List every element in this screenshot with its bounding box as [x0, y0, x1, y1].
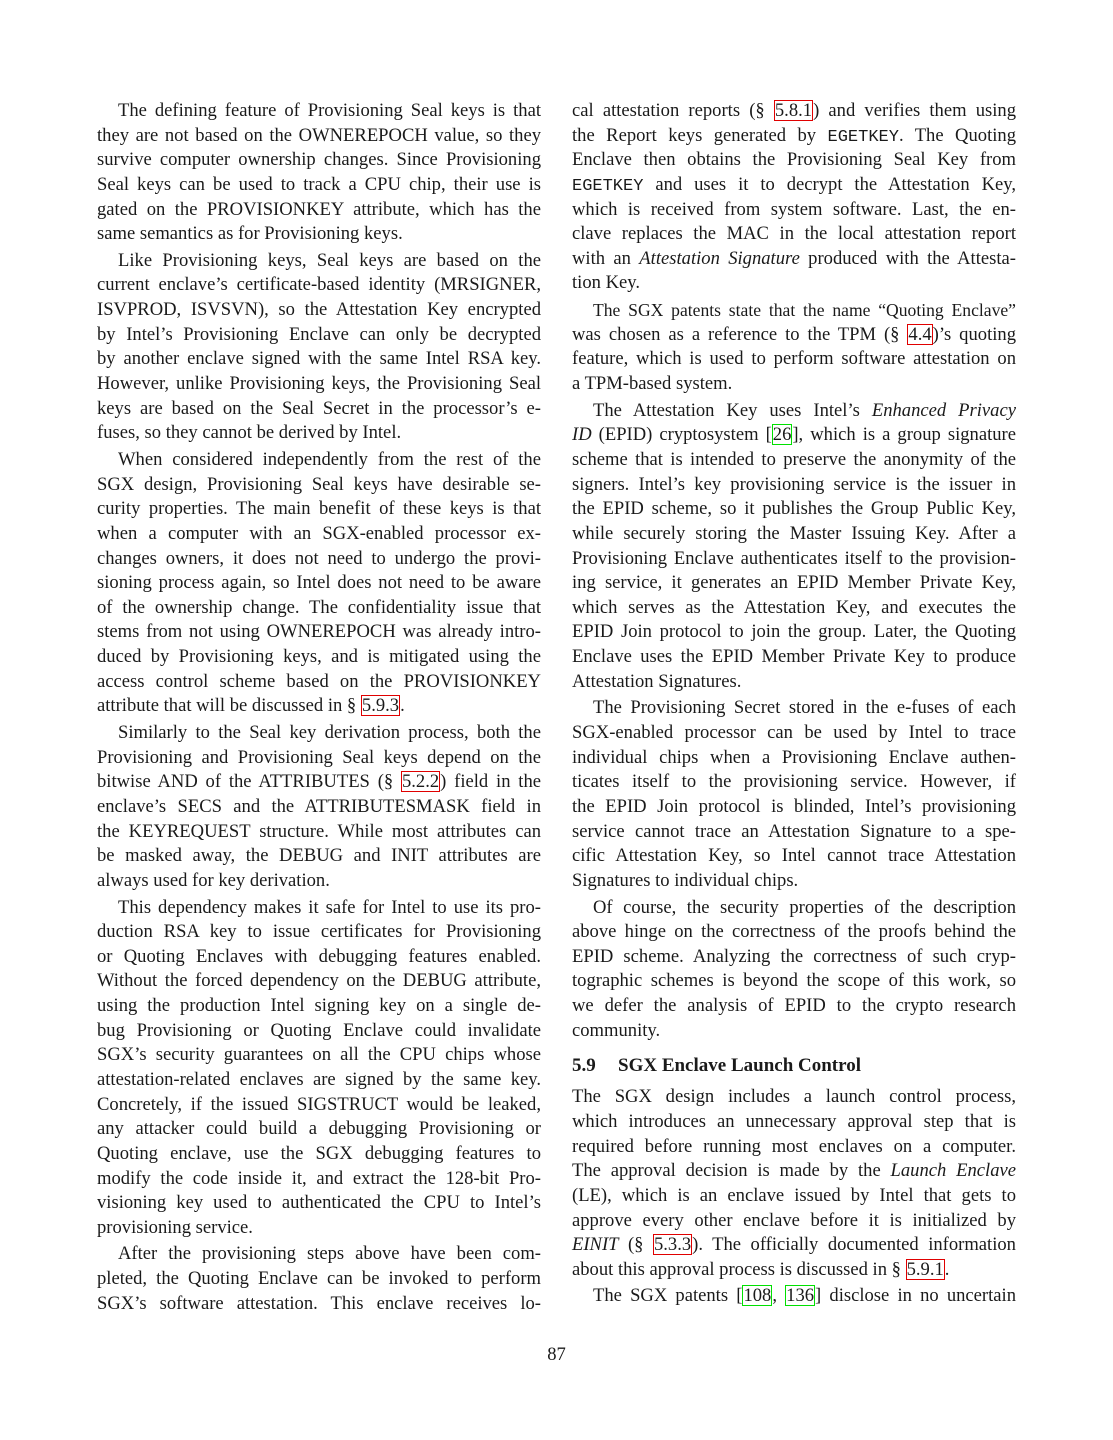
text-line: Quoting enclave, use the SGX debugging features to — [97, 1142, 541, 1164]
text-line: SGX design, Provisioning Seal keys have desirable se- — [97, 473, 541, 495]
text-line: scheme that is intended to preserve the anonymity of the — [572, 448, 1016, 470]
text-line: ID (EPID) cryptosystem [26], which is a group signature — [572, 424, 1016, 446]
text-line: Provisioning and Provisioning Seal keys depend on the — [97, 746, 541, 768]
text-line: fuses, so they cannot be derived by Intel. — [97, 422, 402, 444]
text-line: when a computer with an SGX-enabled processor ex- — [97, 522, 541, 544]
text-line: enclave’s SECS and the ATTRIBUTESMASK field in — [97, 795, 541, 817]
text-line: The SGX patents state that the name “Quoting Enclave” — [593, 300, 1016, 321]
text-line: the Report keys generated by EGETKEY. The Quoting — [572, 124, 1017, 147]
section-ref-link[interactable]: 5.9.3 — [361, 695, 400, 717]
paragraph — [572, 696, 1016, 893]
text-line: we defer the analysis of EPID to the crypto research — [572, 995, 1016, 1017]
text-line: ing service, it generates an EPID Member Private Key, — [572, 572, 1016, 594]
text-line: EGETKEY and uses it to decrypt the Attestation Key, — [572, 173, 1016, 196]
text-line: ticates itself to the provisioning service. However, if — [572, 771, 1016, 793]
section-ref-link[interactable]: 5.2.2 — [401, 771, 440, 793]
text-line: be masked away, the DEBUG and INIT attributes are — [97, 845, 541, 867]
text-line: The defining feature of Provisioning Seal keys is that — [118, 100, 541, 121]
text-line: Enclave uses the EPID Member Private Key to produce — [572, 646, 1016, 668]
text-line: always used for key derivation. — [97, 869, 330, 891]
section-number: 5.9 — [572, 1055, 596, 1077]
code-text: EGETKEY — [572, 176, 644, 196]
text-line: ISVPROD, ISVSVN), so the Attestation Key encrypted — [97, 299, 541, 321]
text-line: After the provisioning steps above have been com- — [118, 1243, 541, 1265]
text-line: Like Provisioning keys, Seal keys are based on the — [118, 249, 541, 271]
text-line: Attestation Signatures. — [572, 670, 742, 692]
paragraph — [97, 249, 541, 446]
paragraph — [97, 448, 541, 719]
text-line: current enclave’s certificate-based identity (MRSIGNER, — [97, 274, 541, 296]
text-line: keys are based on the Seal Secret in the processor’s e- — [97, 397, 541, 419]
text-line: The SGX design includes a launch control process, — [572, 1086, 1016, 1108]
text-line: cal attestation reports (§ 5.8.1) and verifies them using — [572, 100, 1016, 121]
text-line: was chosen as a reference to the TPM (§ 4.4)’s quoting — [572, 323, 1017, 345]
text-line: individual chips when a Provisioning Enclave authen- — [572, 746, 1016, 768]
paragraph — [97, 721, 541, 893]
right-column — [572, 99, 1016, 1309]
text-line: duction RSA key to issue certificates for Provisioning — [97, 921, 541, 943]
text-line: community. — [572, 1019, 661, 1041]
text-line: above hinge on the correctness of the proofs behind the — [572, 921, 1016, 943]
citation-link[interactable]: 108 — [743, 1285, 772, 1307]
text-line: When considered independently from the rest of the — [118, 448, 541, 470]
text-line: Provisioning Enclave authenticates itself to the provision- — [572, 547, 1016, 569]
text-line: SGX’s software attestation. This enclave receives lo- — [97, 1292, 541, 1314]
text-line: SGX-enabled processor can be used by Intel to trace — [572, 722, 1016, 744]
text-line: bug Provisioning or Quoting Enclave could invalidate — [97, 1019, 541, 1041]
text-line: a TPM-based system. — [572, 373, 733, 395]
text-line: approve every other enclave before it is initialized by — [572, 1209, 1016, 1231]
page-number: 87 — [547, 1344, 566, 1365]
citation-link[interactable]: 136 — [786, 1285, 815, 1307]
text-line: SGX’s security guarantees on all the CPU chips whose — [97, 1044, 541, 1066]
text-line: by another enclave signed with the same Intel RSA key. — [97, 348, 541, 370]
text-line: feature, which is used to perform software attestation on — [572, 348, 1016, 370]
text-line: duced by Provisioning keys, and is mitigated using the — [97, 646, 541, 668]
text-line: (LE), which is an enclave issued by Intel that gets to — [572, 1184, 1016, 1206]
text-line: visioning key used to authenticated the CPU to Intel’s — [97, 1192, 541, 1214]
text-line: attestation-related enclaves are signed by the same key. — [97, 1068, 541, 1090]
text-line: or Quoting Enclaves with debugging features enabled. — [97, 945, 541, 967]
text-line: same semantics as for Provisioning keys. — [97, 223, 403, 245]
text-line: about this approval process is discussed in § 5.9.1. — [572, 1258, 950, 1280]
text-line: tion Key. — [572, 272, 640, 294]
text-line: by Intel’s Provisioning Enclave can only be decrypted — [97, 323, 541, 345]
paragraph — [97, 896, 541, 1241]
text-line: which introduces an unnecessary approval step that is — [572, 1110, 1016, 1132]
section-ref-link[interactable]: 5.3.3 — [653, 1234, 692, 1256]
citation-link[interactable]: 26 — [772, 424, 792, 446]
text-line: which is received from system software. Last, the en- — [572, 198, 1016, 220]
section-ref-link[interactable]: 5.8.1 — [774, 100, 813, 121]
paragraph — [97, 99, 541, 247]
paragraph — [572, 399, 1016, 695]
text-line: required before running most enclaves on a computer. — [572, 1135, 1016, 1157]
paragraph — [572, 1085, 1016, 1282]
text-line: Of course, the security properties of the description — [593, 896, 1016, 918]
text-line: which serves as the Attestation Key, and executes the — [572, 596, 1016, 618]
code-text: EGETKEY — [827, 127, 899, 147]
text-line: bitwise AND of the ATTRIBUTES (§ 5.2.2) field in the — [97, 771, 542, 793]
text-line: the EPID Join protocol is blinded, Intel’s provisioning — [572, 795, 1016, 817]
text-line: sioning process again, so Intel does not need to be aware — [97, 572, 541, 594]
section-ref-link[interactable]: 5.9.1 — [906, 1258, 944, 1280]
text-line: stems from not using OWNEREPOCH was already intro- — [97, 621, 541, 643]
text-line: service cannot trace an Attestation Signature to a spe- — [572, 820, 1016, 842]
text-line: Without the forced dependency on the DEBUG attribute, — [97, 970, 541, 992]
paragraph — [572, 1284, 1016, 1309]
text-line: curity properties. The main benefit of these keys is that — [97, 498, 541, 520]
text-line: of the ownership change. The confidentiality issue that — [97, 596, 541, 618]
text-line: survive computer ownership changes. Since Provisioning — [97, 149, 541, 171]
text-line: The SGX patents [108, 136] disclose in no uncertain — [593, 1285, 1017, 1307]
text-line: Concretely, if the issued SIGSTRUCT would be leaked, — [97, 1093, 541, 1115]
text-line: the EPID scheme, so it publishes the Group Public Key, — [572, 498, 1016, 520]
text-line: access control scheme based on the PROVISIONKEY — [97, 670, 541, 692]
text-line: while securely storing the Master Issuing Key. After a — [572, 522, 1016, 544]
text-line: The Provisioning Secret stored in the e-fuses of each — [593, 697, 1016, 719]
text-line: the KEYREQUEST structure. While most attributes can — [97, 820, 541, 842]
text-line: changes owners, it does not need to undergo the provi- — [97, 547, 541, 569]
text-line: EINIT (§ 5.3.3). The officially documented information — [572, 1234, 1016, 1256]
text-line: provisioning service. — [97, 1216, 253, 1238]
text-line: Signatures to individual chips. — [572, 869, 799, 891]
text-line: signers. Intel’s key provisioning service is the issuer in — [572, 473, 1016, 495]
text-line: Seal keys can be used to track a CPU chip, their use is — [97, 173, 541, 195]
left-column — [97, 99, 541, 1316]
paragraph — [572, 298, 1016, 397]
text-line: pleted, the Quoting Enclave can be invoked to perform — [97, 1268, 541, 1290]
text-line: gated on the PROVISIONKEY attribute, which has the — [97, 198, 541, 220]
text-line: Enclave then obtains the Provisioning Seal Key from — [572, 149, 1016, 171]
section-title: SGX Enclave Launch Control — [618, 1055, 861, 1077]
paragraph — [97, 1242, 541, 1316]
text-line: This dependency makes it safe for Intel to use its pro- — [118, 896, 541, 918]
text-line: modify the code inside it, and extract the 128-bit Pro- — [97, 1167, 541, 1189]
section-heading — [572, 1049, 1016, 1083]
text-line: The approval decision is made by the Launch Enclave — [572, 1160, 1016, 1182]
text-line: they are not based on the OWNEREPOCH value, so they — [97, 124, 541, 146]
text-line: EPID Join protocol to join the group. Later, the Quoting — [572, 621, 1016, 643]
text-line: The Attestation Key uses Intel’s Enhanced Privacy — [593, 399, 1016, 421]
text-line: any attacker could build a debugging Provisioning or — [97, 1118, 541, 1140]
text-line: tographic schemes is beyond the scope of this work, so — [572, 970, 1016, 992]
paragraph — [572, 99, 1016, 296]
text-line: cific Attestation Key, so Intel cannot trace Attestation — [572, 845, 1016, 867]
text-line: attribute that will be discussed in § 5.9.3. — [97, 695, 405, 717]
text-line: Similarly to the Seal key derivation process, both the — [118, 722, 541, 744]
text-line: using the production Intel signing key on a single de- — [97, 995, 541, 1017]
text-line: clave replaces the MAC in the local attestation report — [572, 223, 1016, 245]
section-ref-link[interactable]: 4.4 — [908, 323, 932, 345]
paragraph — [572, 896, 1016, 1044]
text-line: EPID scheme. Analyzing the correctness of such cryp- — [572, 945, 1016, 967]
text-line: However, unlike Provisioning keys, the Provisioning Seal — [97, 373, 541, 395]
text-line: with an Attestation Signature produced with the Attesta- — [572, 247, 1016, 269]
